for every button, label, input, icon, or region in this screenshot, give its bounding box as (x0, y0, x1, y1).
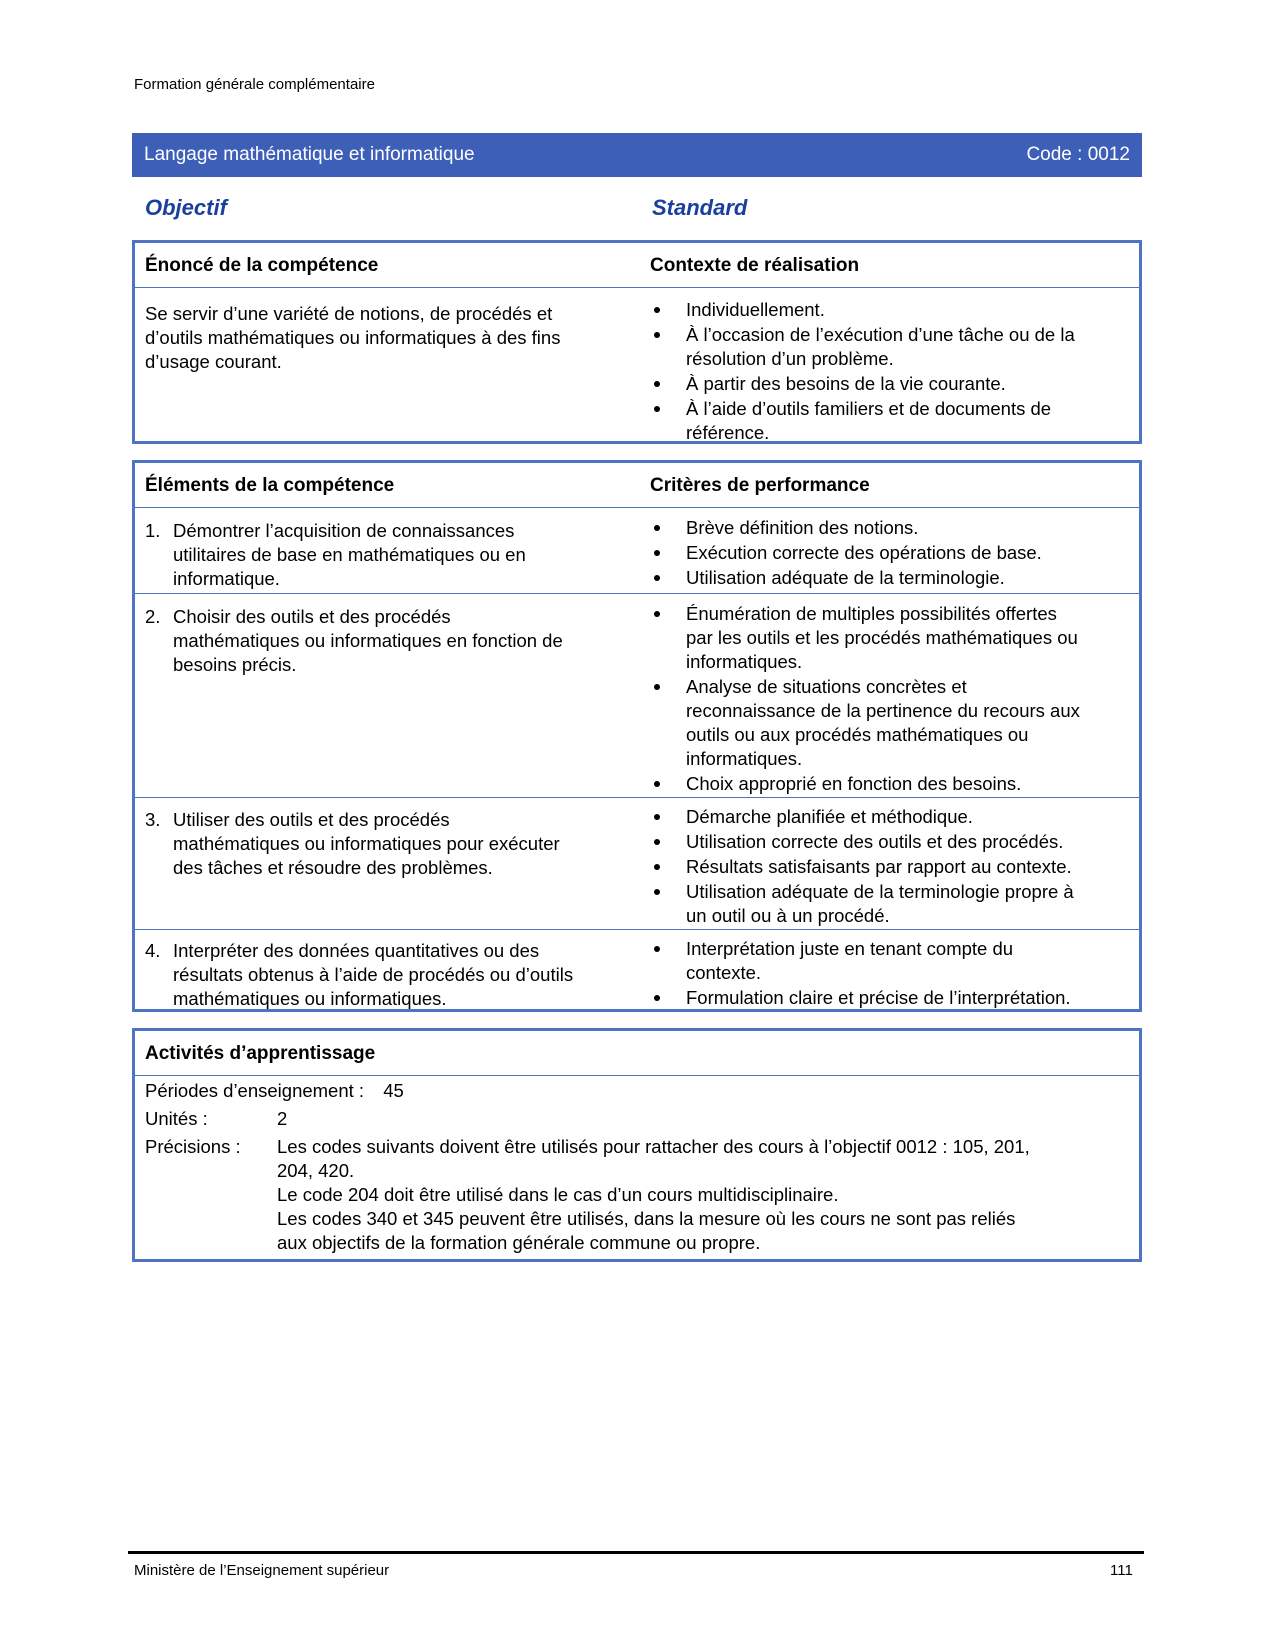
footer-ministry: Ministère de l’Enseignement supérieur (134, 1562, 390, 1579)
element-text: 4. Interpréter des données quantitatives ou des résultats obtenus à l’aide de procédés ou d’outils mathématiques ou informatiques. (145, 940, 574, 1009)
section-label: Formation générale complémentaire (134, 76, 375, 93)
periods-value: 45 (383, 1080, 404, 1101)
code-label: Code : (1026, 144, 1083, 165)
code-group (1026, 144, 1130, 166)
competence-statement (145, 302, 615, 374)
element-row-1 (135, 508, 1139, 594)
bullet-icon (654, 814, 660, 820)
statement-line: d’usage courant. (145, 351, 282, 372)
bullet-icon (654, 575, 660, 581)
element-row-3 (135, 798, 1139, 930)
criteria-item: Brève définition des notions. (650, 516, 1155, 540)
units-value: 2 (277, 1108, 288, 1129)
criteria-item: Résultats satisfaisants par rapport au contexte. (650, 855, 1155, 879)
activities-box-head (135, 1031, 1139, 1076)
bullet-icon (654, 307, 660, 313)
criteria-item: Utilisation adéquate de la terminologie. (650, 566, 1155, 590)
bullet-icon (654, 332, 660, 338)
element-text: 3. Utiliser des outils et des procédés mathématiques ou informatiques pour exécuter des tâches et résoudre des problèmes. (145, 809, 560, 878)
elements-box-head (135, 463, 1139, 508)
elements-heading: Éléments de la compétence (145, 475, 395, 496)
criteria-item: Exécution correcte des opérations de base. (650, 541, 1155, 565)
precisions-label: Précisions : (145, 1136, 241, 1157)
periods-line (145, 1079, 1130, 1107)
context-heading: Contexte de réalisation (650, 255, 860, 276)
objective-heading: Objectif (145, 195, 227, 220)
title-bar (132, 133, 1142, 177)
element-row-4 (135, 930, 1139, 1013)
competence-title: Langage mathématique et informatique (144, 144, 475, 165)
context-item: Individuellement. (650, 298, 1155, 322)
bullet-icon (654, 864, 660, 870)
criteria-heading: Critères de performance (650, 475, 870, 496)
criteria-list (650, 602, 1155, 797)
context-item: À l’occasion de l’exécution d’une tâche ou de la résolution d’un problème. (650, 323, 1155, 371)
units-line (145, 1107, 1130, 1135)
precisions-block (145, 1135, 1130, 1253)
bullet-icon (654, 406, 660, 412)
criteria-item: Utilisation correcte des outils et des procédés. (650, 830, 1155, 854)
element-text: 2. Choisir des outils et des procédés mathématiques ou informatiques en fonction de besoins précis. (145, 606, 563, 675)
competence-statement-heading: Énoncé de la compétence (145, 255, 379, 276)
periods-label: Périodes d’enseignement : (145, 1080, 365, 1101)
page-number: 111 (1110, 1562, 1133, 1579)
criteria-list (650, 937, 1155, 1011)
statement-line: Se servir d’une variété de notions, de procédés et (145, 303, 553, 324)
bullet-icon (654, 550, 660, 556)
criteria-list (650, 805, 1155, 929)
activities-box (132, 1028, 1142, 1262)
criteria-item: Formulation claire et précise de l’interprétation. (650, 986, 1155, 1010)
bullet-icon (654, 946, 660, 952)
code-value: 0012 (1087, 144, 1130, 165)
criteria-item: Choix approprié en fonction des besoins. (650, 772, 1155, 796)
standard-heading: Standard (652, 195, 748, 220)
bullet-icon (654, 781, 660, 787)
criteria-item: Démarche planifiée et méthodique. (650, 805, 1155, 829)
context-item: À partir des besoins de la vie courante. (650, 372, 1155, 396)
units-label: Unités : (145, 1108, 208, 1129)
activities-heading: Activités d’apprentissage (145, 1043, 376, 1064)
competence-box-head (135, 243, 1139, 288)
bullet-icon (654, 839, 660, 845)
precisions-text: Les codes suivants doivent être utilisés pour rattacher des cours à l’objectif 0012 : 105, 201, 204, 420. Le code 204 doit être utilisé dans le cas d’un cours multidisciplinaire. Les codes 340 et 345 peuvent être utilisés, dans la mesure où les cours ne sont pas reliés aux objectifs de la formation générale commune ou propre. (277, 1136, 1030, 1253)
bullet-icon (654, 995, 660, 1001)
competence-box (132, 240, 1142, 444)
statement-line: d’outils mathématiques ou informatiques à des fins (145, 327, 561, 348)
bullet-icon (654, 889, 660, 895)
bullet-icon (654, 381, 660, 387)
competence-content-row (135, 288, 1139, 443)
bullet-icon (654, 525, 660, 531)
elements-box (132, 460, 1142, 1012)
element-text: 1. Démontrer l’acquisition de connaissances utilitaires de base en mathématiques ou en informatique. (145, 520, 526, 589)
criteria-list (650, 516, 1155, 591)
context-item: À l’aide d’outils familiers et de documents de référence. (650, 397, 1155, 445)
context-list (650, 298, 1155, 446)
bullet-icon (654, 684, 660, 690)
criteria-item: Interprétation juste en tenant compte du contexte. (650, 937, 1155, 985)
criteria-item: Utilisation adéquate de la terminologie propre à un outil ou à un procédé. (650, 880, 1155, 928)
criteria-item: Énumération de multiples possibilités offertes par les outils et les procédés mathématiques ou informatiques. (650, 602, 1155, 674)
criteria-item: Analyse de situations concrètes et reconnaissance de la pertinence du recours aux outils ou aux procédés mathématiques ou informatiques. (650, 675, 1155, 771)
bullet-icon (654, 611, 660, 617)
element-row-2 (135, 594, 1139, 798)
footer-rule (128, 1551, 1144, 1554)
activities-content (145, 1079, 1130, 1253)
